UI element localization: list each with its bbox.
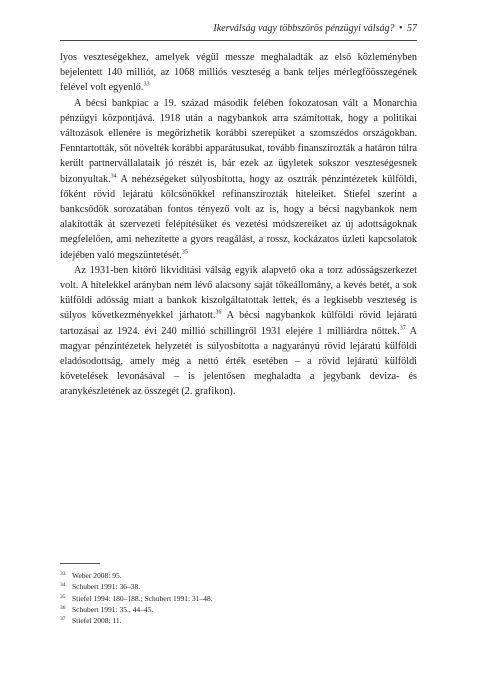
footnote: [60, 570, 417, 581]
footnote-text: Stiefel 1994: 180–188.; Schubert 1991: 31–48.: [72, 593, 213, 603]
header-rule: [60, 40, 417, 41]
footnote: [60, 615, 417, 626]
paragraph: [60, 50, 417, 96]
paragraph: [60, 96, 417, 263]
paragraph-text: A nehézségeket súlyosbította, hogy az osztrák pénzintézetek külföldi, főként rövid lejáratú kölcsönökkel refinanszírozták hiteleiket. Stiefel szerint a bankcsődök sorozatában fontos tényező volt az is, hogy a bécsi nagybankok nem alakították át szervezeti felépítésüket és vezetési módszereiket az új adottságoknak megfelelően, ami nehezítette a gyors reagálást, a rossz, kockázatos üzleti kapcsolatok idejében való megszüntetését.: [60, 173, 417, 261]
paragraph: [60, 263, 417, 400]
footnote-number: 34: [60, 582, 66, 589]
footnote-rule: [60, 563, 100, 564]
footnote: [60, 604, 417, 615]
footnote-reference[interactable]: 37: [399, 325, 406, 332]
footnote-reference[interactable]: 36: [215, 310, 222, 317]
footnote-number: 33: [60, 571, 66, 577]
footnote-number: 37: [60, 616, 66, 623]
footnote-text: Schubert 1991: 35., 44–45.: [72, 604, 154, 614]
footnote: [60, 593, 417, 604]
page-number: 57: [407, 23, 417, 34]
footnote-reference[interactable]: 35: [181, 249, 188, 256]
footnote-text: Weber 2008: 95.: [72, 571, 122, 580]
footnote: [60, 581, 417, 592]
footnote-reference[interactable]: 34: [110, 173, 117, 180]
paragraph-text: lyos veszteségekhez, amelyek végül messze meghaladták az első közleményben bejelentett 140 milliót, az 1068 milliós veszteség a bank teljes mérlegfőösszegének felével volt egyenlő.: [60, 52, 417, 94]
footnote-text: Schubert 1991: 36–38.: [72, 582, 141, 592]
body-text: [60, 50, 417, 400]
paragraph-text: A magyar pénzintézetek helyzetét is súlyosbította a nagyarányú rövid lejáratú külföldi eladósodottság, amely még a nettó érték esetében – a rövid lejáratú külföldi követelések levonásával – is jelentősen meghaladta a jegybank deviza- és aranykészletének az összegét (2. grafikon).: [60, 325, 417, 398]
header-separator: •: [398, 23, 403, 34]
running-header: [60, 23, 417, 34]
paragraph-text: A bécsi nagybankok külföldi rövid lejáratú tartozásai az 1924. évi 240 millió schillingről 1931 elejére 1 milliárdra nőttek.: [60, 310, 418, 337]
footnote-number: 36: [60, 604, 66, 611]
footnote-reference[interactable]: 33: [143, 82, 150, 89]
footnote-number: 35: [60, 593, 66, 600]
running-title: Ikerválság vagy többszörös pénzügyi válság?: [213, 23, 395, 34]
paragraph-text: A bécsi bankpiac a 19. század második felében fokozatosan vált a Monarchia pénzügyi központjává. 1918 után a nagybankok arra számítottak, hogy a politikai változások ellenére is megőrizhetik korábbi szerepüket a szomszédos országokban. Fenntartották, sőt növelték korábbi apparátusukat, tovább finanszírozták a határon túlra került partnervállalataik jó részét is, bár ezek az ügyletek sokszor veszteségesnek bizonyultak.: [60, 97, 417, 185]
footnotes: [60, 570, 417, 626]
paragraph-text: Az 1931-ben kitörő likviditási válság egyik alapvető oka a torz adósságszerkezet volt. A hitelekkel arányban nem lévő alacsony saját tőkeállomány, a kevés betét, a sok külföldi adósság miatt a bankok kiszolgáltatottak lettek, és a legkisebb veszteség is súlyos következményekkel járhatott.: [60, 264, 417, 322]
footnote-text: Stiefel 2008: 11.: [72, 616, 122, 626]
